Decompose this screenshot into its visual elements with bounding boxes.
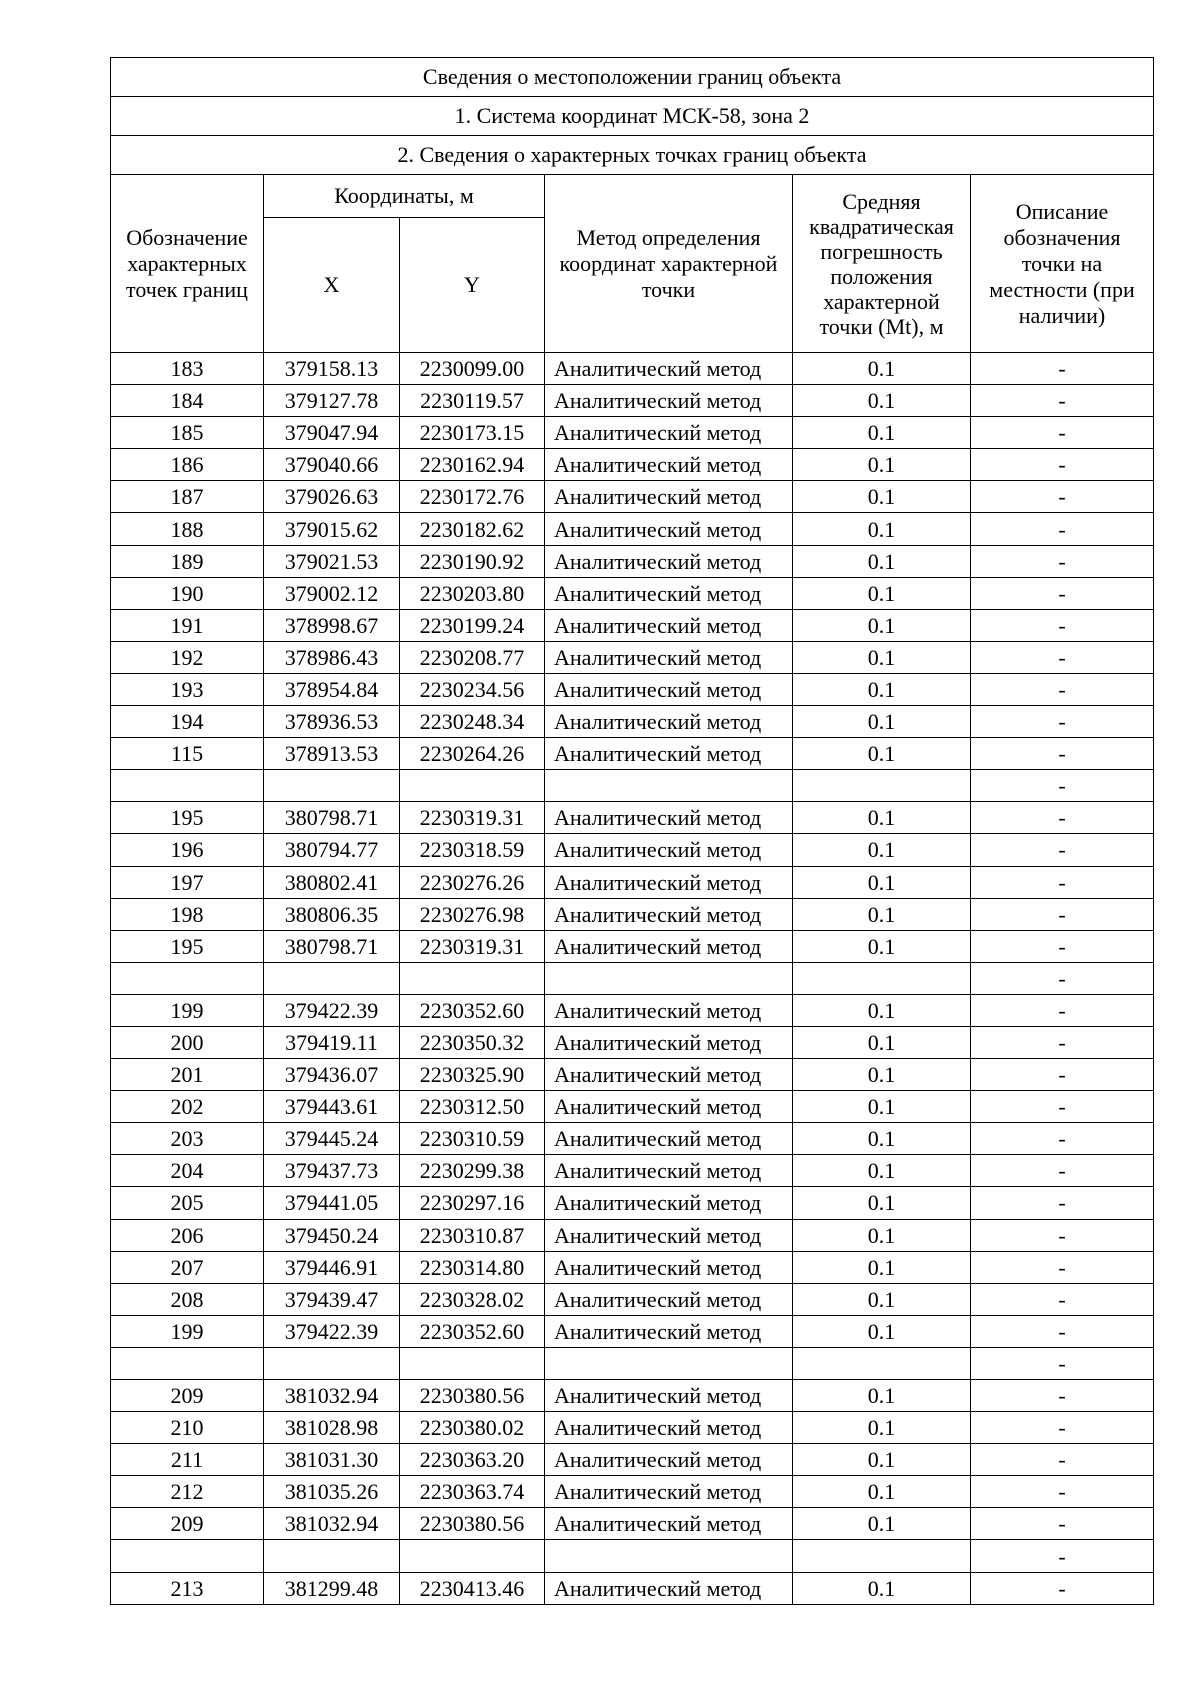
desc-cell: - bbox=[971, 1091, 1154, 1123]
table-row bbox=[111, 1572, 1154, 1604]
error-cell: 0.1 bbox=[793, 738, 971, 770]
y-coord-cell: 2230312.50 bbox=[400, 1091, 545, 1123]
method-cell: Аналитический метод bbox=[545, 1315, 793, 1347]
error-cell: 0.1 bbox=[793, 706, 971, 738]
point-id-cell: 188 bbox=[111, 513, 264, 545]
point-id-cell: 204 bbox=[111, 1155, 264, 1187]
point-id-cell: 198 bbox=[111, 898, 264, 930]
method-cell: Аналитический метод bbox=[545, 1026, 793, 1058]
point-id-cell: 207 bbox=[111, 1251, 264, 1283]
method-cell: Аналитический метод bbox=[545, 1059, 793, 1091]
error-cell: 0.1 bbox=[793, 1251, 971, 1283]
method-cell: Аналитический метод bbox=[545, 1187, 793, 1219]
method-cell: Аналитический метод bbox=[545, 641, 793, 673]
point-id-cell: 192 bbox=[111, 641, 264, 673]
y-coord-cell: 2230248.34 bbox=[400, 706, 545, 738]
method-cell: Аналитический метод bbox=[545, 898, 793, 930]
method-cell: Аналитический метод bbox=[545, 1283, 793, 1315]
error-cell: 0.1 bbox=[793, 1444, 971, 1476]
boundary-points-table bbox=[110, 57, 1154, 1605]
table-row bbox=[111, 1155, 1154, 1187]
col-header-coords: Координаты, м bbox=[264, 175, 545, 218]
point-id-cell: 203 bbox=[111, 1123, 264, 1155]
desc-cell: - bbox=[971, 1540, 1154, 1572]
error-cell bbox=[793, 1347, 971, 1379]
error-cell: 0.1 bbox=[793, 1026, 971, 1058]
x-coord-cell: 379446.91 bbox=[264, 1251, 400, 1283]
x-coord-cell: 380806.35 bbox=[264, 898, 400, 930]
x-coord-cell: 379445.24 bbox=[264, 1123, 400, 1155]
error-cell: 0.1 bbox=[793, 1123, 971, 1155]
error-cell: 0.1 bbox=[793, 1380, 971, 1412]
method-cell: Аналитический метод bbox=[545, 1091, 793, 1123]
method-cell: Аналитический метод bbox=[545, 1444, 793, 1476]
error-cell: 0.1 bbox=[793, 449, 971, 481]
y-coord-cell: 2230380.02 bbox=[400, 1412, 545, 1444]
method-cell bbox=[545, 770, 793, 802]
table-row bbox=[111, 449, 1154, 481]
desc-cell: - bbox=[971, 1251, 1154, 1283]
desc-cell: - bbox=[971, 1315, 1154, 1347]
y-coord-cell: 2230352.60 bbox=[400, 1315, 545, 1347]
x-coord-cell bbox=[264, 1540, 400, 1572]
desc-cell: - bbox=[971, 449, 1154, 481]
y-coord-cell bbox=[400, 770, 545, 802]
section-title: 2. Сведения о характерных точках границ объекта bbox=[111, 136, 1154, 175]
y-coord-cell: 2230203.80 bbox=[400, 577, 545, 609]
y-coord-cell: 2230319.31 bbox=[400, 930, 545, 962]
point-id-cell: 189 bbox=[111, 545, 264, 577]
x-coord-cell: 379026.63 bbox=[264, 481, 400, 513]
error-cell: 0.1 bbox=[793, 513, 971, 545]
desc-cell: - bbox=[971, 1059, 1154, 1091]
x-coord-cell: 380798.71 bbox=[264, 802, 400, 834]
table-row bbox=[111, 994, 1154, 1026]
x-coord-cell: 378986.43 bbox=[264, 641, 400, 673]
desc-cell: - bbox=[971, 994, 1154, 1026]
point-id-cell: 209 bbox=[111, 1380, 264, 1412]
table-body bbox=[111, 353, 1154, 1605]
error-cell: 0.1 bbox=[793, 417, 971, 449]
method-cell: Аналитический метод bbox=[545, 385, 793, 417]
error-cell: 0.1 bbox=[793, 802, 971, 834]
error-cell: 0.1 bbox=[793, 1283, 971, 1315]
point-id-cell: 187 bbox=[111, 481, 264, 513]
y-coord-cell: 2230119.57 bbox=[400, 385, 545, 417]
point-id-cell: 191 bbox=[111, 609, 264, 641]
table-row bbox=[111, 1026, 1154, 1058]
point-id-cell: 193 bbox=[111, 673, 264, 705]
x-coord-cell: 379015.62 bbox=[264, 513, 400, 545]
method-cell: Аналитический метод bbox=[545, 353, 793, 385]
point-id-cell: 202 bbox=[111, 1091, 264, 1123]
y-coord-cell: 2230182.62 bbox=[400, 513, 545, 545]
desc-cell: - bbox=[971, 609, 1154, 641]
x-coord-cell bbox=[264, 1347, 400, 1379]
desc-cell: - bbox=[971, 1412, 1154, 1444]
table-row bbox=[111, 962, 1154, 994]
desc-cell: - bbox=[971, 641, 1154, 673]
error-cell: 0.1 bbox=[793, 385, 971, 417]
method-cell: Аналитический метод bbox=[545, 673, 793, 705]
x-coord-cell: 379437.73 bbox=[264, 1155, 400, 1187]
table-row bbox=[111, 609, 1154, 641]
x-coord-cell: 379047.94 bbox=[264, 417, 400, 449]
method-cell: Аналитический метод bbox=[545, 834, 793, 866]
desc-cell: - bbox=[971, 898, 1154, 930]
table-row bbox=[111, 1251, 1154, 1283]
desc-cell: - bbox=[971, 513, 1154, 545]
y-coord-cell: 2230276.98 bbox=[400, 898, 545, 930]
x-coord-cell: 379450.24 bbox=[264, 1219, 400, 1251]
y-coord-cell: 2230162.94 bbox=[400, 449, 545, 481]
point-id-cell: 190 bbox=[111, 577, 264, 609]
point-id-cell: 213 bbox=[111, 1572, 264, 1604]
point-id-cell: 199 bbox=[111, 1315, 264, 1347]
point-id-cell: 211 bbox=[111, 1444, 264, 1476]
desc-cell: - bbox=[971, 417, 1154, 449]
table-row bbox=[111, 417, 1154, 449]
desc-cell: - bbox=[971, 738, 1154, 770]
method-cell: Аналитический метод bbox=[545, 449, 793, 481]
error-cell: 0.1 bbox=[793, 1219, 971, 1251]
point-id-cell bbox=[111, 1540, 264, 1572]
document-page bbox=[110, 57, 1153, 1605]
y-coord-cell: 2230363.20 bbox=[400, 1444, 545, 1476]
point-id-cell: 195 bbox=[111, 930, 264, 962]
x-coord-cell: 379002.12 bbox=[264, 577, 400, 609]
col-header-point: Обозначение характерных точек границ bbox=[111, 175, 264, 353]
y-coord-cell: 2230199.24 bbox=[400, 609, 545, 641]
table-row bbox=[111, 577, 1154, 609]
error-cell: 0.1 bbox=[793, 1315, 971, 1347]
table-row bbox=[111, 1059, 1154, 1091]
table-row bbox=[111, 834, 1154, 866]
error-cell: 0.1 bbox=[793, 1091, 971, 1123]
table-row bbox=[111, 1380, 1154, 1412]
y-coord-cell: 2230318.59 bbox=[400, 834, 545, 866]
desc-cell: - bbox=[971, 802, 1154, 834]
y-coord-cell: 2230264.26 bbox=[400, 738, 545, 770]
y-coord-cell: 2230314.80 bbox=[400, 1251, 545, 1283]
error-cell: 0.1 bbox=[793, 609, 971, 641]
desc-cell: - bbox=[971, 481, 1154, 513]
table-row bbox=[111, 545, 1154, 577]
method-cell: Аналитический метод bbox=[545, 545, 793, 577]
y-coord-cell: 2230190.92 bbox=[400, 545, 545, 577]
x-coord-cell: 379021.53 bbox=[264, 545, 400, 577]
method-cell: Аналитический метод bbox=[545, 1123, 793, 1155]
point-id-cell: 115 bbox=[111, 738, 264, 770]
y-coord-cell: 2230310.87 bbox=[400, 1219, 545, 1251]
x-coord-cell: 379419.11 bbox=[264, 1026, 400, 1058]
point-id-cell: 184 bbox=[111, 385, 264, 417]
col-header-y: Y bbox=[400, 218, 545, 353]
x-coord-cell bbox=[264, 770, 400, 802]
table-row bbox=[111, 673, 1154, 705]
desc-cell: - bbox=[971, 770, 1154, 802]
method-cell: Аналитический метод bbox=[545, 866, 793, 898]
desc-cell: - bbox=[971, 1026, 1154, 1058]
y-coord-cell bbox=[400, 1540, 545, 1572]
y-coord-cell: 2230413.46 bbox=[400, 1572, 545, 1604]
point-id-cell: 185 bbox=[111, 417, 264, 449]
desc-cell: - bbox=[971, 1476, 1154, 1508]
desc-cell: - bbox=[971, 1123, 1154, 1155]
table-row bbox=[111, 1444, 1154, 1476]
table-row bbox=[111, 1476, 1154, 1508]
x-coord-cell: 380798.71 bbox=[264, 930, 400, 962]
y-coord-cell bbox=[400, 962, 545, 994]
col-header-desc: Описание обозначения точки на местности (при наличии) bbox=[971, 175, 1154, 353]
point-id-cell: 209 bbox=[111, 1508, 264, 1540]
point-id-cell: 210 bbox=[111, 1412, 264, 1444]
table-row bbox=[111, 353, 1154, 385]
table-row bbox=[111, 385, 1154, 417]
x-coord-cell: 381035.26 bbox=[264, 1476, 400, 1508]
y-coord-cell bbox=[400, 1347, 545, 1379]
table-row bbox=[111, 1412, 1154, 1444]
error-cell: 0.1 bbox=[793, 353, 971, 385]
table-row bbox=[111, 641, 1154, 673]
error-cell: 0.1 bbox=[793, 866, 971, 898]
method-cell: Аналитический метод bbox=[545, 1572, 793, 1604]
x-coord-cell: 379158.13 bbox=[264, 353, 400, 385]
error-cell: 0.1 bbox=[793, 898, 971, 930]
desc-cell: - bbox=[971, 834, 1154, 866]
document-title: Сведения о местоположении границ объекта bbox=[111, 58, 1154, 97]
desc-cell: - bbox=[971, 385, 1154, 417]
method-cell: Аналитический метод bbox=[545, 930, 793, 962]
error-cell: 0.1 bbox=[793, 641, 971, 673]
x-coord-cell: 381032.94 bbox=[264, 1380, 400, 1412]
desc-cell: - bbox=[971, 545, 1154, 577]
y-coord-cell: 2230319.31 bbox=[400, 802, 545, 834]
x-coord-cell: 379441.05 bbox=[264, 1187, 400, 1219]
table-row bbox=[111, 1187, 1154, 1219]
x-coord-cell: 381028.98 bbox=[264, 1412, 400, 1444]
error-cell: 0.1 bbox=[793, 930, 971, 962]
error-cell bbox=[793, 770, 971, 802]
table-row bbox=[111, 1091, 1154, 1123]
col-header-method: Метод определения координат характерной точки bbox=[545, 175, 793, 353]
method-cell: Аналитический метод bbox=[545, 481, 793, 513]
desc-cell: - bbox=[971, 706, 1154, 738]
y-coord-cell: 2230352.60 bbox=[400, 994, 545, 1026]
desc-cell: - bbox=[971, 1283, 1154, 1315]
table-row bbox=[111, 1347, 1154, 1379]
desc-cell: - bbox=[971, 1508, 1154, 1540]
y-coord-cell: 2230208.77 bbox=[400, 641, 545, 673]
table-row bbox=[111, 898, 1154, 930]
desc-cell: - bbox=[971, 1572, 1154, 1604]
x-coord-cell: 379443.61 bbox=[264, 1091, 400, 1123]
x-coord-cell: 381299.48 bbox=[264, 1572, 400, 1604]
error-cell: 0.1 bbox=[793, 1187, 971, 1219]
table-row bbox=[111, 481, 1154, 513]
error-cell bbox=[793, 1540, 971, 1572]
y-coord-cell: 2230380.56 bbox=[400, 1508, 545, 1540]
point-id-cell: 208 bbox=[111, 1283, 264, 1315]
point-id-cell: 194 bbox=[111, 706, 264, 738]
error-cell: 0.1 bbox=[793, 1476, 971, 1508]
error-cell: 0.1 bbox=[793, 1508, 971, 1540]
x-coord-cell: 379436.07 bbox=[264, 1059, 400, 1091]
table-row bbox=[111, 1540, 1154, 1572]
x-coord-cell: 379422.39 bbox=[264, 1315, 400, 1347]
desc-cell: - bbox=[971, 673, 1154, 705]
desc-cell: - bbox=[971, 930, 1154, 962]
desc-cell: - bbox=[971, 353, 1154, 385]
point-id-cell: 205 bbox=[111, 1187, 264, 1219]
table-row bbox=[111, 1219, 1154, 1251]
col-header-error: Средняя квадратическая погрешность положения характерной точки (Mt), м bbox=[793, 175, 971, 353]
col-header-x: X bbox=[264, 218, 400, 353]
desc-cell: - bbox=[971, 1347, 1154, 1379]
method-cell: Аналитический метод bbox=[545, 609, 793, 641]
y-coord-cell: 2230276.26 bbox=[400, 866, 545, 898]
x-coord-cell: 381032.94 bbox=[264, 1508, 400, 1540]
method-cell: Аналитический метод bbox=[545, 1508, 793, 1540]
table-row bbox=[111, 802, 1154, 834]
table-row bbox=[111, 513, 1154, 545]
y-coord-cell: 2230234.56 bbox=[400, 673, 545, 705]
method-cell: Аналитический метод bbox=[545, 802, 793, 834]
desc-cell: - bbox=[971, 577, 1154, 609]
table-row bbox=[111, 738, 1154, 770]
desc-cell: - bbox=[971, 1155, 1154, 1187]
point-id-cell bbox=[111, 1347, 264, 1379]
x-coord-cell: 378936.53 bbox=[264, 706, 400, 738]
y-coord-cell: 2230099.00 bbox=[400, 353, 545, 385]
point-id-cell bbox=[111, 962, 264, 994]
method-cell: Аналитический метод bbox=[545, 1476, 793, 1508]
method-cell: Аналитический метод bbox=[545, 706, 793, 738]
y-coord-cell: 2230172.76 bbox=[400, 481, 545, 513]
x-coord-cell: 380802.41 bbox=[264, 866, 400, 898]
method-cell: Аналитический метод bbox=[545, 577, 793, 609]
error-cell: 0.1 bbox=[793, 1155, 971, 1187]
y-coord-cell: 2230328.02 bbox=[400, 1283, 545, 1315]
error-cell: 0.1 bbox=[793, 1059, 971, 1091]
x-coord-cell: 379040.66 bbox=[264, 449, 400, 481]
desc-cell: - bbox=[971, 1187, 1154, 1219]
table-row bbox=[111, 706, 1154, 738]
point-id-cell: 196 bbox=[111, 834, 264, 866]
point-id-cell: 186 bbox=[111, 449, 264, 481]
table-row bbox=[111, 1508, 1154, 1540]
method-cell: Аналитический метод bbox=[545, 1380, 793, 1412]
x-coord-cell: 378913.53 bbox=[264, 738, 400, 770]
x-coord-cell: 378998.67 bbox=[264, 609, 400, 641]
method-cell bbox=[545, 1347, 793, 1379]
point-id-cell: 212 bbox=[111, 1476, 264, 1508]
desc-cell: - bbox=[971, 1380, 1154, 1412]
error-cell: 0.1 bbox=[793, 481, 971, 513]
point-id-cell: 201 bbox=[111, 1059, 264, 1091]
desc-cell: - bbox=[971, 1444, 1154, 1476]
error-cell: 0.1 bbox=[793, 1572, 971, 1604]
method-cell bbox=[545, 1540, 793, 1572]
table-row bbox=[111, 1283, 1154, 1315]
x-coord-cell: 379422.39 bbox=[264, 994, 400, 1026]
method-cell: Аналитический метод bbox=[545, 738, 793, 770]
x-coord-cell: 381031.30 bbox=[264, 1444, 400, 1476]
desc-cell: - bbox=[971, 962, 1154, 994]
y-coord-cell: 2230350.32 bbox=[400, 1026, 545, 1058]
method-cell: Аналитический метод bbox=[545, 994, 793, 1026]
method-cell: Аналитический метод bbox=[545, 1155, 793, 1187]
x-coord-cell bbox=[264, 962, 400, 994]
y-coord-cell: 2230380.56 bbox=[400, 1380, 545, 1412]
error-cell: 0.1 bbox=[793, 673, 971, 705]
table-row bbox=[111, 1315, 1154, 1347]
y-coord-cell: 2230363.74 bbox=[400, 1476, 545, 1508]
method-cell: Аналитический метод bbox=[545, 1251, 793, 1283]
error-cell: 0.1 bbox=[793, 545, 971, 577]
x-coord-cell: 379127.78 bbox=[264, 385, 400, 417]
x-coord-cell: 380794.77 bbox=[264, 834, 400, 866]
point-id-cell: 206 bbox=[111, 1219, 264, 1251]
y-coord-cell: 2230299.38 bbox=[400, 1155, 545, 1187]
table-row bbox=[111, 770, 1154, 802]
table-row bbox=[111, 866, 1154, 898]
coordinate-system: 1. Система координат МСК-58, зона 2 bbox=[111, 97, 1154, 136]
error-cell: 0.1 bbox=[793, 1412, 971, 1444]
error-cell: 0.1 bbox=[793, 994, 971, 1026]
point-id-cell bbox=[111, 770, 264, 802]
error-cell bbox=[793, 962, 971, 994]
method-cell bbox=[545, 962, 793, 994]
method-cell: Аналитический метод bbox=[545, 513, 793, 545]
y-coord-cell: 2230173.15 bbox=[400, 417, 545, 449]
desc-cell: - bbox=[971, 866, 1154, 898]
y-coord-cell: 2230310.59 bbox=[400, 1123, 545, 1155]
point-id-cell: 199 bbox=[111, 994, 264, 1026]
table-row bbox=[111, 1123, 1154, 1155]
point-id-cell: 197 bbox=[111, 866, 264, 898]
x-coord-cell: 379439.47 bbox=[264, 1283, 400, 1315]
point-id-cell: 195 bbox=[111, 802, 264, 834]
y-coord-cell: 2230297.16 bbox=[400, 1187, 545, 1219]
error-cell: 0.1 bbox=[793, 834, 971, 866]
point-id-cell: 183 bbox=[111, 353, 264, 385]
desc-cell: - bbox=[971, 1219, 1154, 1251]
method-cell: Аналитический метод bbox=[545, 1412, 793, 1444]
x-coord-cell: 378954.84 bbox=[264, 673, 400, 705]
table-row bbox=[111, 930, 1154, 962]
method-cell: Аналитический метод bbox=[545, 417, 793, 449]
y-coord-cell: 2230325.90 bbox=[400, 1059, 545, 1091]
point-id-cell: 200 bbox=[111, 1026, 264, 1058]
error-cell: 0.1 bbox=[793, 577, 971, 609]
method-cell: Аналитический метод bbox=[545, 1219, 793, 1251]
